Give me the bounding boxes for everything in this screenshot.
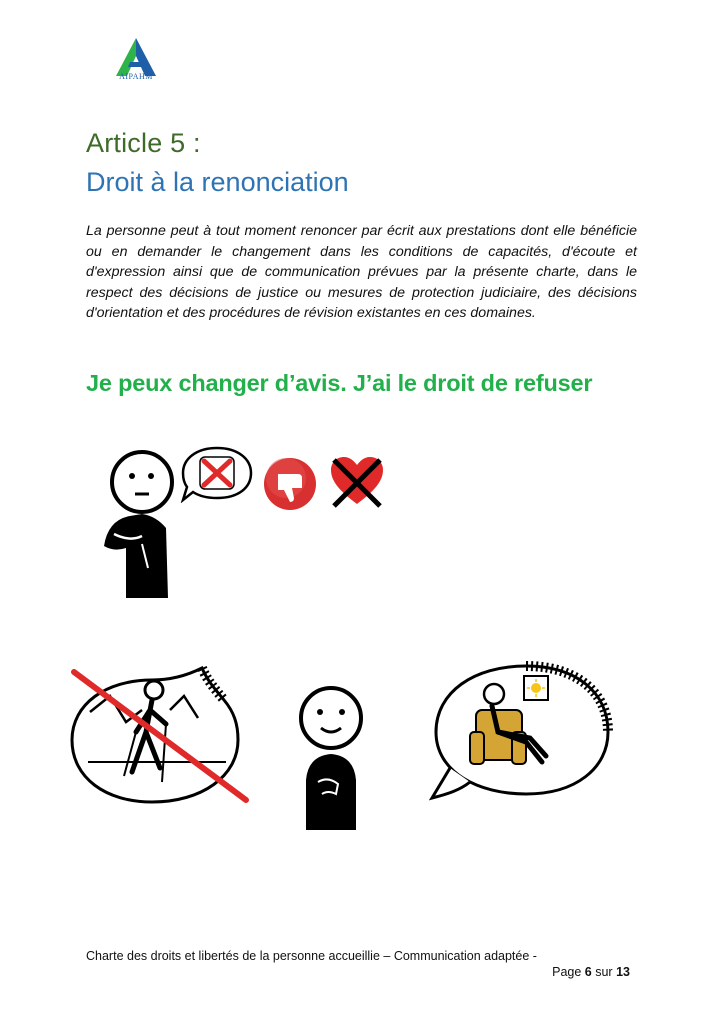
article-body: La personne peut à tout moment renoncer par écrit aux prestations dont elle bénéficie ou en demander le changement dans les conditions de capacités, d'écoute et d'expression ainsi que de communication prévues par la présente charte, dans le respect des décisions de justice ou mesures de protection judiciaire, des décisions d'orientation et des procédures de révision existantes en ces domaines. <box>86 223 637 322</box>
smiling-person-icon <box>288 684 374 832</box>
easy-read-title: Je peux changer d’avis. J’ai le droit de refuser <box>86 370 593 396</box>
person-refusing-icon <box>100 448 176 600</box>
page-prefix: Page <box>552 965 582 979</box>
page-number <box>552 965 630 979</box>
thumb-down-icon <box>262 456 318 512</box>
page-separator: sur <box>595 965 613 979</box>
resting-armchair-icon <box>426 652 616 808</box>
footer-charter-text: Charte des droits et libertés de la personne accueillie – Communication adaptée - <box>86 949 537 963</box>
hiking-crossed-out-icon <box>66 652 252 812</box>
crossed-heart-icon <box>328 454 386 510</box>
article-title: Droit à la renonciation <box>86 167 349 197</box>
page-total: 13 <box>616 965 630 979</box>
article-number: Article 5 : <box>86 128 201 158</box>
page-current: 6 <box>584 965 592 979</box>
red-cross-speech-bubble-icon <box>180 445 254 503</box>
logo-text: AIPAHM <box>119 72 153 81</box>
